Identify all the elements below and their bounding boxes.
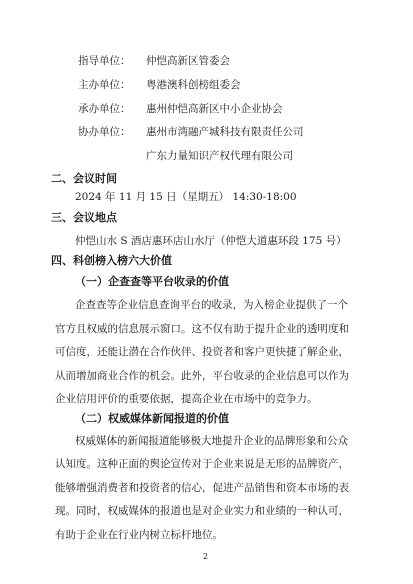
place-heading: 三、会议地点 [51,211,117,224]
time-heading: 二、会议时间 [51,172,117,185]
value-heading: 四、科创榜入榜六大价值 [51,254,172,267]
sub1-line: 官方且权威的信息展示窗口。这不仅有助于提升企业的透明度和 [55,323,349,335]
guide-unit-label: 指导单位： [78,55,131,67]
sub2-line: 有助于企业在行业内树立标杆地位。 [55,529,223,541]
co-organizer-value-2: 广东力量知识产权代理有限公司 [146,150,293,162]
sub-heading-1: （一）企查查等平台收录的价值 [75,275,229,288]
sub1-line: 企业信用评价的重要依据，提高企业在市场中的竞争力。 [55,393,318,405]
co-organizer-label: 协办单位： [78,126,131,138]
organizer-unit-value: 惠州仲恺高新区中小企业协会 [146,103,283,115]
sub1-line: 从而增加商业合作的机会。此外，平台收录的企业信息可以作为 [55,370,349,382]
sub2-line: 认知度。这种正面的舆论宣传对于企业来说是无形的品牌资产， [55,458,349,470]
place-value: 仲恺山水 S 酒店惠环店山水厅（仲恺大道惠环段 175 号） [75,235,347,247]
co-organizer-value: 惠州市湾融产城科技有限责任公司 [146,126,304,138]
sub2-line: 能够增强消费者和投资者的信心，促进产品销售和资本市场的表 [55,482,349,494]
host-unit-value: 粤港澳科创榜组委会 [146,79,241,91]
sub-heading-2: （二）权威媒体新闻报道的价值 [75,412,229,425]
organizer-unit-label: 承办单位： [78,103,131,115]
sub2-line: 权威媒体的新闻报道能够极大地提升企业的品牌形象和公众 [75,435,348,447]
sub1-line: 可信度，还能让潜在合作伙伴、投资者和客户更快捷了解企业， [55,346,349,358]
sub2-line: 现。同时，权威媒体的报道也是对企业实力和业绩的一种认可， [55,505,349,517]
sub1-line: 企查查等企业信息查询平台的收录，为入榜企业提供了一个 [75,299,348,311]
time-value: 2024 年 11 月 15 日（星期五） 14:30-18:00 [75,191,297,203]
guide-unit-value: 仲恺高新区管委会 [146,55,230,67]
host-unit-label: 主办单位： [78,79,131,91]
page-number: 2 [203,552,209,561]
